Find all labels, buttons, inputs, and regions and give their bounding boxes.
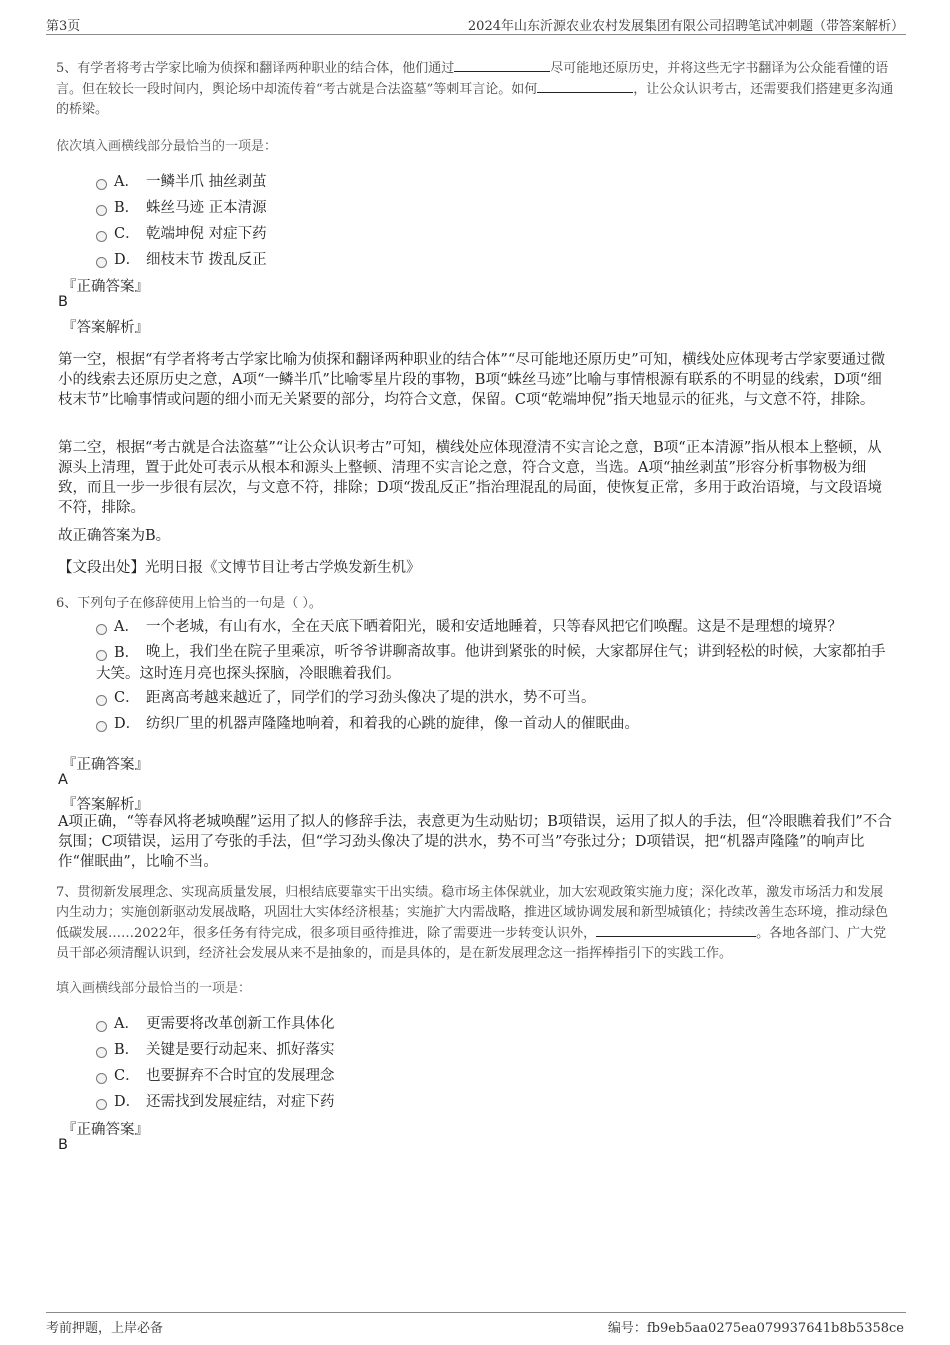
analysis-paragraph: A项正确，“等春风将老城唤醒”运用了拟人的修辞手法，表意更为生动贴切；B项错误，运用了拟人的手法，但“冷眼瞧着我们”不合氛围；C项错误，运用了夸张的手法，但“学习劲头像决了堤的洪水，势不可当”夸张过分；D项错误，把“机器声隆隆”的响声比作“催眠曲”，比喻不当。 <box>58 814 892 870</box>
radio-icon[interactable] <box>96 721 107 732</box>
correct-answer-label: 『正确答案』 <box>62 757 149 773</box>
footer-slogan: 考前押题，上岸必备 <box>46 1321 164 1336</box>
document-id: 编号：fb9eb5aa0275ea079937641b8b5358ce <box>607 1321 904 1336</box>
page-number: 第3页 <box>46 19 81 34</box>
radio-icon[interactable] <box>96 179 107 190</box>
answer-blank <box>454 58 550 72</box>
answer-blank <box>537 79 633 93</box>
question-7-stem: 7、贯彻新发展理念、实现高质量发展，归根结底要靠实干出实绩。稳市场主体保就业，加大宏观政策实施力度；深化改革，激发市场活力和发展内生动力；实施创新驱动发展战略，巩固壮大实体经济根基；实施扩大内需战略，推进区域协调发展和新型城镇化；持续改善生态环境，推动绿色低碳发展……2022年，很多任务有待完成，很多项目亟待推进，除了需要进一步转变认识外， 。各地各部门、广大党员干部必须清醒认识到，经济社会发展从来不是抽象的，而是具体的，是在新发展理念这一指挥棒指引下的实践工作。 <box>56 885 889 961</box>
radio-icon[interactable] <box>96 1099 107 1110</box>
option-b[interactable]: B． 晚上，我们坐在院子里乘凉，听爷爷讲聊斋故事。他讲到紧张的时候，大家都屏住气；讲到轻松的时候，大家都拍手大笑。这时连月亮也探头探脑，冷眼瞧着我们。 <box>96 644 886 682</box>
answer-analysis-label: 『答案解析』 <box>62 797 149 813</box>
question-7-prompt: 填入画横线部分最恰当的一项是： <box>56 981 252 996</box>
correct-answer-label: 『正确答案』 <box>62 279 149 295</box>
radio-icon[interactable] <box>96 257 107 268</box>
correct-answer-value: B <box>58 294 68 310</box>
correct-answer-label: 『正确答案』 <box>62 1122 149 1138</box>
analysis-paragraph: 第一空，根据“有学者将考古学家比喻为侦探和翻译两种职业的结合体”“尽可能地还原历史”可知，横线处应体现考古学家要通过微小的线索去还原历史之意，A项“一鳞半爪”比喻零星片段的事物，B项“蛛丝马迹”比喻与事情根源有联系的不明显的线索，D项“细枝末节”比喻事情或问题的细小而无关紧要的部分，均符合文意，保留。C项“乾端坤倪”指天地显示的征兆，与文意不符，排除。 <box>58 352 886 408</box>
question-6-stem: 6、下列句子在修辞使用上恰当的一句是（ ）。 <box>56 596 322 611</box>
analysis-paragraph: 第二空，根据“考古就是合法盗墓”“让公众认识考古”可知，横线处应体现澄清不实言论之意，B项“正本清源”指从根本上整顿，从源头上清理，置于此处可表示从根本和源头上整顿、清理不实言论之意，符合文意，当选。A项“抽丝剥茧”形容分析事物极为细致，而且一步一步很有层次，与文意不符，排除；D项“拨乱反正”指治理混乱的局面，使恢复正常，多用于政治语境，与文段语境不符，排除。 <box>58 440 882 516</box>
text-source: 【文段出处】光明日报《文博节目让考古学焕发新生机》 <box>58 560 421 576</box>
question-5-prompt: 依次填入画横线部分最恰当的一项是： <box>56 139 278 154</box>
radio-icon[interactable] <box>96 231 107 242</box>
answer-blank <box>596 923 756 937</box>
radio-icon[interactable] <box>96 1073 107 1084</box>
page-header <box>46 14 906 35</box>
answer-analysis-label: 『答案解析』 <box>62 320 149 336</box>
radio-icon[interactable] <box>96 1021 107 1032</box>
page-footer <box>46 1312 906 1336</box>
question-5-stem: 5、有学者将考古学家比喻为侦探和翻译两种职业的结合体，他们通过 尽可能地还原历史，并将这些无字书翻译为公众能看懂的语言。但在较长一段时间内，舆论场中却流传着“考古就是合法盗墓”等刺耳言论。如何 ，让公众认识考古，还需要我们搭建更多沟通的桥梁。 <box>56 58 894 120</box>
radio-icon[interactable] <box>96 695 107 706</box>
radio-icon[interactable] <box>96 650 107 661</box>
correct-answer-value: A <box>58 772 68 788</box>
correct-answer-value: B <box>58 1137 68 1153</box>
radio-icon[interactable] <box>96 1047 107 1058</box>
radio-icon[interactable] <box>96 205 107 216</box>
radio-icon[interactable] <box>96 624 107 635</box>
analysis-conclusion: 故正确答案为B。 <box>58 528 171 544</box>
document-title: 2024年山东沂源农业农村发展集团有限公司招聘笔试冲刺题（带答案解析） <box>467 19 904 34</box>
